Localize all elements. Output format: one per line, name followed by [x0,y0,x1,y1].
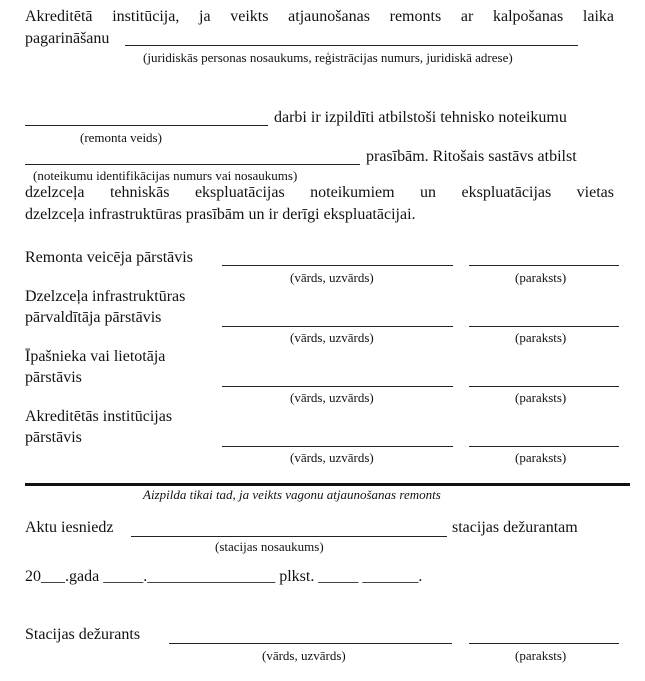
signer-1-signature-field[interactable] [469,265,619,266]
signer-2-name-field[interactable] [222,326,453,327]
duty-officer-signature-field[interactable] [469,643,619,644]
signer-1-label: Remonta veicēja pārstāvis [25,249,193,266]
signer-3-label-1: Īpašnieka vai lietotāja [25,348,166,365]
signer-2-signature-field[interactable] [469,326,619,327]
date-time-line[interactable]: 20___.gada _____.________________ plkst. _____ _______. [25,568,423,585]
duty-officer-name-caption: (vārds, uzvārds) [262,648,346,663]
signer-2-sign-caption: (paraksts) [515,330,567,345]
signer-2-label-2: pārvaldītāja pārstāvis [25,309,162,326]
signer-3-sign-caption: (paraksts) [515,390,567,405]
station-name-field[interactable] [131,536,447,537]
duty-officer-name-field[interactable] [169,643,452,644]
works-text-2: prasībām. Ritošais sastāvs atbilst [366,148,577,165]
regulation-id-caption: (noteikumu identifikācijas numurs vai nosaukums) [33,168,298,183]
signer-4-name-field[interactable] [222,446,453,447]
signer-3-name-caption: (vārds, uzvārds) [290,390,374,405]
duty-officer-label: Stacijas dežurants [25,626,141,643]
signer-4-signature-field[interactable] [469,446,619,447]
signer-3-label-2: pārstāvis [25,369,82,386]
intro-line-2: pagarināšanu [25,30,110,47]
works-text-1: darbi ir izpildīti atbilstoši tehnisko noteikumu [274,109,567,126]
repair-type-caption: (remonta veids) [80,130,162,145]
regulation-id-field[interactable] [25,164,360,165]
signer-1-name-field[interactable] [222,265,453,266]
signer-4-label-1: Akreditētās institūcijas [25,408,173,425]
station-name-caption: (stacijas nosaukums) [215,539,324,554]
signer-1-name-caption: (vārds, uzvārds) [290,270,374,285]
signer-2-label-1: Dzelzceļa infrastruktūras [25,288,186,305]
signer-4-name-caption: (vārds, uzvārds) [290,450,374,465]
signer-4-sign-caption: (paraksts) [515,450,567,465]
legal-entity-field[interactable] [125,45,578,46]
intro-line-1: Akreditētā institūcija, ja veikts atjaunošanas remonts ar kalpošanas laika [25,8,614,25]
signer-3-name-field[interactable] [222,386,453,387]
works-line-3: dzelzceļa tehniskās ekspluatācijas noteikumiem un ekspluatācijas vietas [25,184,614,201]
submit-prefix: Aktu iesniedz [25,519,114,536]
duty-officer-sign-caption: (paraksts) [515,648,567,663]
signer-4-label-2: pārstāvis [25,429,82,446]
repair-type-field[interactable] [25,125,268,126]
legal-entity-caption: (juridiskās personas nosaukums, reģistrācijas numurs, juridiskā adrese) [143,50,513,65]
signer-1-sign-caption: (paraksts) [515,270,567,285]
section-divider [25,483,630,486]
signer-2-name-caption: (vārds, uzvārds) [290,330,374,345]
signer-3-signature-field[interactable] [469,386,619,387]
works-line-4: dzelzceļa infrastruktūras prasībām un ir derīgi ekspluatācijai. [25,206,416,223]
submit-suffix: stacijas dežurantam [452,519,578,536]
wagon-section-note: Aizpilda tikai tad, ja veikts vagonu atjaunošanas remonts [143,487,441,502]
